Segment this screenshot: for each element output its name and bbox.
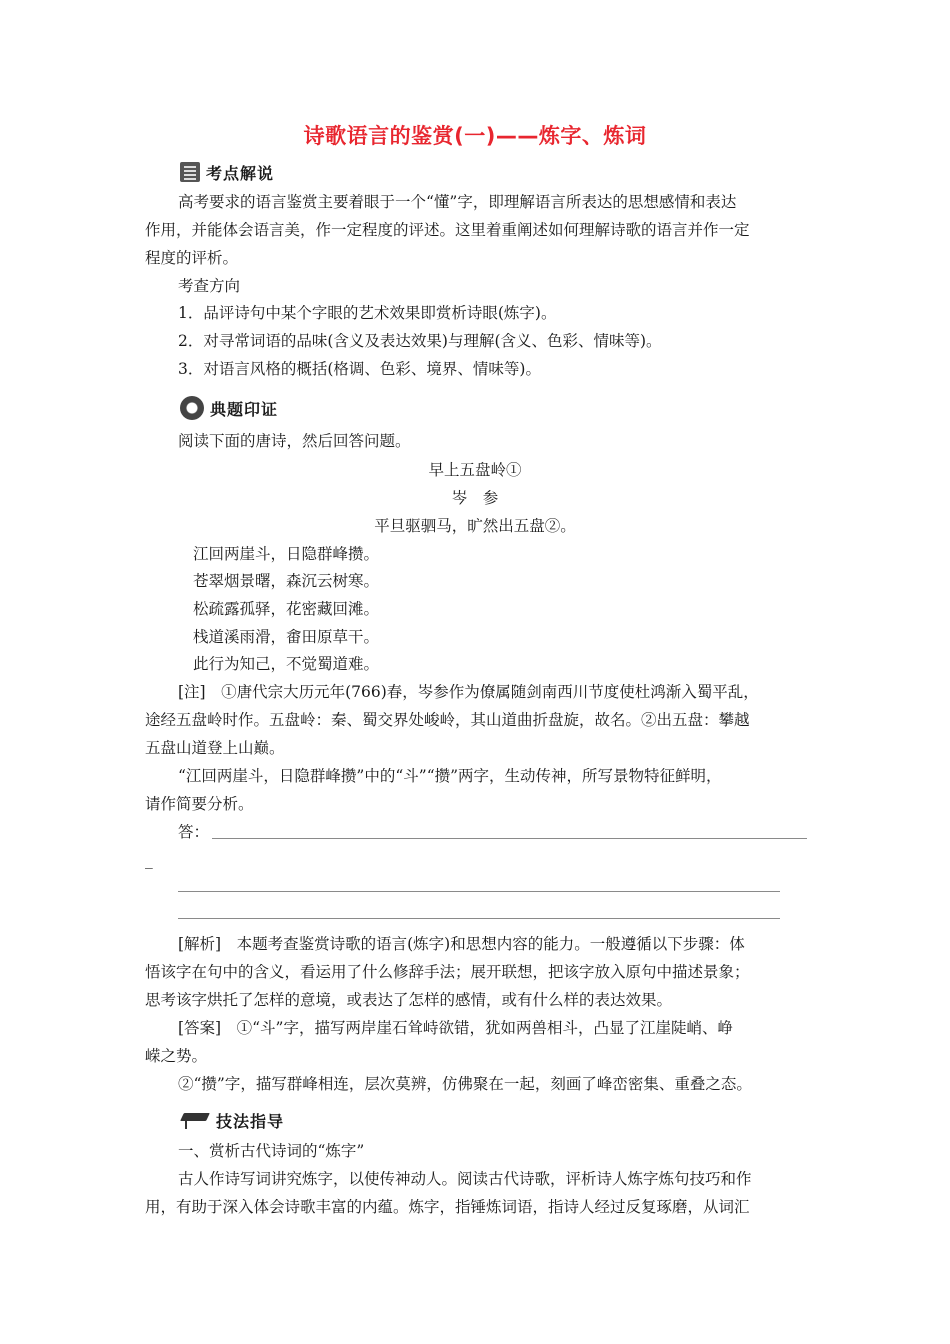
question-line: “江回两崖斗，日隐群峰攒”中的“斗”“攒”两字，生动传神，所写景物特征鲜明， <box>178 767 722 785</box>
section-head-jifa <box>180 1106 284 1134</box>
section-head-dianti <box>180 394 278 422</box>
answer-blank-line[interactable] <box>212 838 807 839</box>
poem-author: 岑 参 <box>451 489 499 507</box>
poem-line: 松疏露孤驿，花密藏回滩。 <box>193 600 380 618</box>
answer-line: [答案] ①“斗”字，描写两岸崖石耸峙欲错，犹如两兽相斗，凸显了江崖陡峭、峥 <box>178 1019 733 1037</box>
recycle-icon <box>180 396 204 420</box>
poem-line: 平旦驱驷马，旷然出五盘②。 <box>374 517 576 535</box>
answer-blank-line[interactable] <box>178 891 780 892</box>
answer-blank-line[interactable] <box>178 918 780 919</box>
answer-label: 答： <box>178 823 210 841</box>
list-item: 3．对语言风格的概括(格调、色彩、境界、情味等)。 <box>178 360 541 378</box>
intro-text: 阅读下面的唐诗，然后回答问题。 <box>178 432 411 450</box>
answer-dash: _ <box>145 851 153 869</box>
answer-line: 嵘之势。 <box>145 1047 208 1065</box>
poem-line: 此行为知己，不觉蜀道难。 <box>193 655 380 673</box>
note-line: [注] ①唐代宗大历元年(766)春，岑参作为僚属随剑南西川节度使杜鸿渐入蜀平乱， <box>178 683 759 701</box>
list-item: 2．对寻常词语的品味(含义及表达效果)与理解(含义、色彩、情味等)。 <box>178 332 662 350</box>
paragraph-line: 程度的评析。 <box>145 249 239 267</box>
poem-line: 江回两崖斗，日隐群峰攒。 <box>193 545 380 563</box>
analysis-line: 思考该字烘托了怎样的意境，或表达了怎样的感情，或有什么样的表达效果。 <box>145 991 673 1009</box>
graduation-cap-icon <box>180 1110 210 1130</box>
section-label: 考点解说 <box>206 163 275 183</box>
note-line: 五盘山道登上山巅。 <box>145 739 285 757</box>
paragraph-line: 用，有助于深入体会诗歌丰富的内蕴。炼字，指锤炼词语，指诗人经过反复琢磨，从词汇 <box>145 1198 750 1216</box>
direction-label: 考查方向 <box>178 277 241 295</box>
section-head-kaodian <box>180 158 274 186</box>
poem-title: 早上五盘岭① <box>428 461 522 479</box>
section-label: 典题印证 <box>210 399 279 419</box>
analysis-line: [解析] 本题考查鉴赏诗歌的语言(炼字)和思想内容的能力。一般遵循以下步骤：体 <box>178 935 745 953</box>
document-icon <box>180 162 200 182</box>
analysis-line: 悟该字在句中的含义，看运用了什么修辞手法；展开联想，把该字放入原句中描述景象； <box>145 963 750 981</box>
page-title: 诗歌语言的鉴赏(一)——炼字、炼词 <box>303 124 647 148</box>
note-line: 途经五盘岭时作。五盘岭：秦、蜀交界处峻岭，其山道曲折盘旋，故名。②出五盘：攀越 <box>145 711 750 729</box>
question-line: 请作简要分析。 <box>145 795 254 813</box>
poem-line: 苍翠烟景曙，森沉云树寒。 <box>193 572 380 590</box>
list-item: 1．品评诗句中某个字眼的艺术效果即赏析诗眼(炼字)。 <box>178 304 557 322</box>
poem-line: 栈道溪雨滑，畬田原草干。 <box>193 628 380 646</box>
subheading: 一、赏析古代诗词的“炼字” <box>178 1142 365 1160</box>
section-label: 技法指导 <box>216 1111 285 1131</box>
paragraph-line: 高考要求的语言鉴赏主要着眼于一个“懂”字，即理解语言所表达的思想感情和表达 <box>178 193 737 211</box>
paragraph-line: 作用，并能体会语言美，作一定程度的评述。这里着重阐述如何理解诗歌的语言并作一定 <box>145 221 750 239</box>
paragraph-line: 古人作诗写词讲究炼字，以使传神动人。阅读古代诗歌，评析诗人炼字炼句技巧和作 <box>178 1170 752 1188</box>
answer-line: ②“攒”字，描写群峰相连，层次莫辨，仿佛聚在一起，刻画了峰峦密集、重叠之态。 <box>178 1075 752 1093</box>
